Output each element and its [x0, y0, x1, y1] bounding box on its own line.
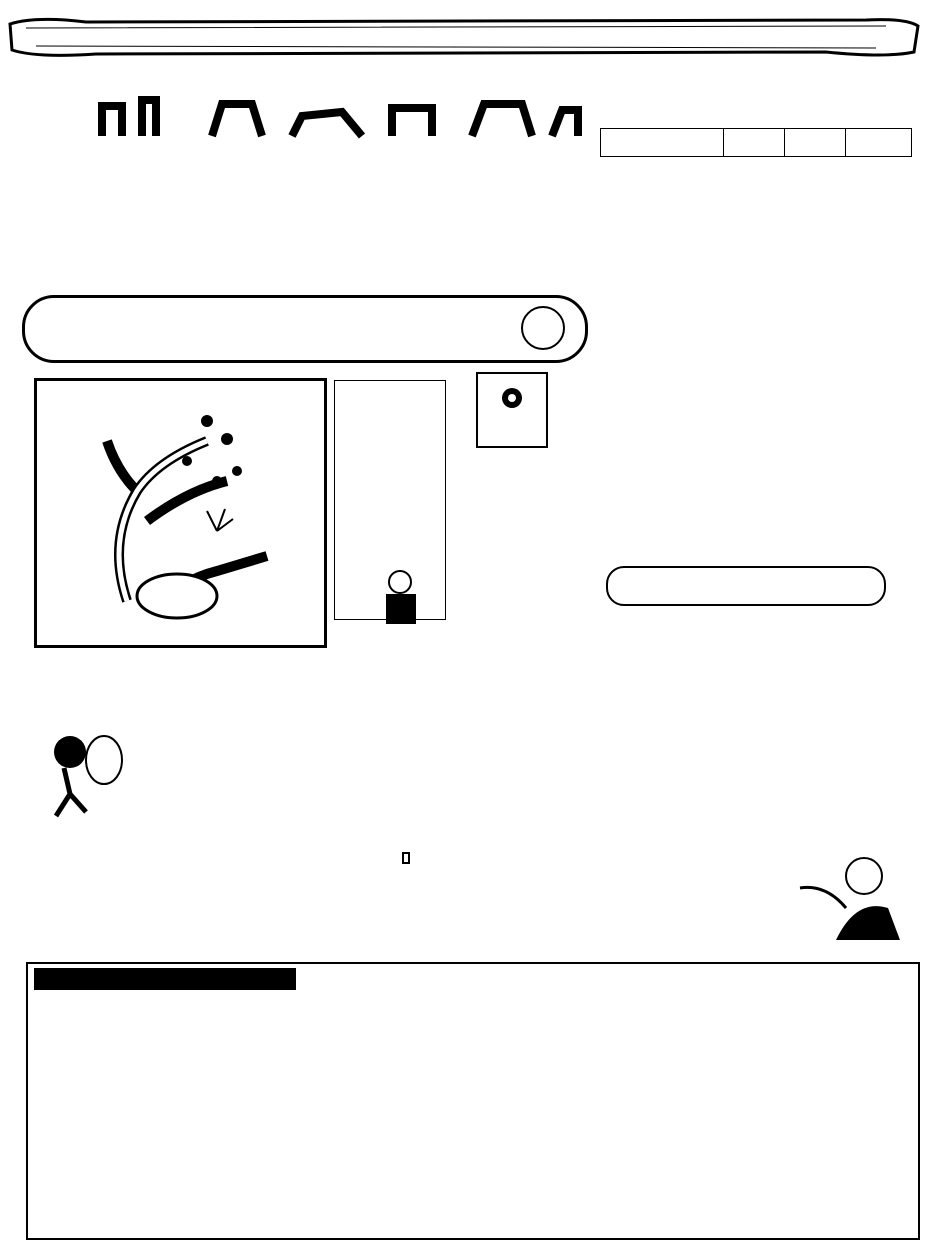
tree-illustration — [34, 378, 327, 648]
tree-icon — [37, 381, 324, 645]
wave-tips-label — [402, 852, 410, 864]
history-panel — [26, 962, 920, 1240]
masthead-banner — [6, 14, 921, 58]
trend-header — [846, 129, 912, 157]
silhouette-strip — [92, 86, 582, 142]
scholar-icon — [796, 848, 906, 940]
runner-figure — [40, 724, 126, 820]
thief-icon — [40, 724, 126, 820]
steal-paragraph-3 — [36, 910, 396, 930]
flower-icon — [478, 380, 546, 420]
title-decoration — [92, 86, 582, 142]
doctor-figure — [372, 566, 422, 626]
special-number — [521, 306, 565, 350]
animal-grid — [470, 574, 574, 678]
trend-header-row — [601, 129, 912, 157]
history-grid — [290, 968, 914, 1234]
trend-header — [724, 129, 785, 157]
poem-title — [606, 566, 886, 606]
trend-header — [785, 129, 846, 157]
wood-banner — [6, 14, 921, 58]
issue16-box — [476, 372, 548, 448]
scholar-figure — [796, 848, 906, 940]
masthead-date-row — [44, 22, 72, 38]
history-title — [34, 968, 296, 990]
trend-table — [600, 128, 912, 157]
trend-header — [601, 129, 724, 157]
result-bar — [22, 295, 588, 363]
doctor-icon — [372, 566, 422, 626]
